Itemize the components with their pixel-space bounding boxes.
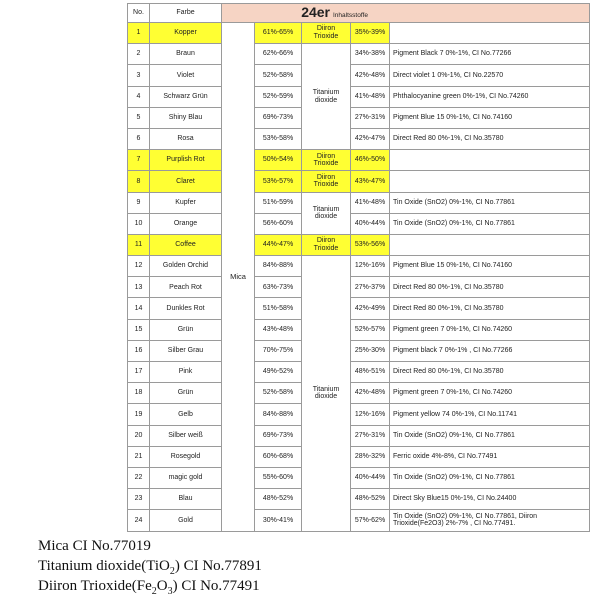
row-mica-pct: 53%-57% <box>255 171 302 192</box>
table-row <box>128 171 590 192</box>
row-mica-pct: 43%-48% <box>255 319 302 340</box>
table-row <box>128 489 590 510</box>
table-row <box>128 362 590 383</box>
titanium-dioxide-group: Titanium dioxide <box>302 44 351 150</box>
table-row <box>128 383 590 404</box>
row-no: 13 <box>128 277 150 298</box>
table-row <box>128 128 590 149</box>
row-farbe: Violet <box>150 65 222 86</box>
row-oxide-pct: 28%-32% <box>351 446 390 467</box>
row-oxide-pct: 41%-48% <box>351 192 390 213</box>
legend-diiron-sub2: 3 <box>167 586 173 597</box>
row-pigment: Pigment Blue 15 0%-1%, CI No.74160 <box>390 107 590 128</box>
row-oxide-pct: 57%-62% <box>351 510 390 531</box>
row-oxide-pct: 12%-16% <box>351 256 390 277</box>
row-no: 18 <box>128 383 150 404</box>
row-farbe: Golden Orchid <box>150 256 222 277</box>
table-row <box>128 467 590 488</box>
table-row <box>128 277 590 298</box>
row-oxide-pct: 48%-52% <box>351 489 390 510</box>
titanium-dioxide-group: Titanium dioxide <box>302 192 351 234</box>
row-farbe: Orange <box>150 213 222 234</box>
row-farbe: Gelb <box>150 404 222 425</box>
row-farbe: Grün <box>150 319 222 340</box>
row-farbe: Schwarz Grün <box>150 86 222 107</box>
table-row <box>128 107 590 128</box>
row-pigment: Direct Red 80 0%-1%, CI No.35780 <box>390 277 590 298</box>
legend-titanium-tail: ) CI No.77891 <box>174 558 262 574</box>
row-no: 23 <box>128 489 150 510</box>
legend-mica-text: Mica CI No.77019 <box>38 538 151 554</box>
row-oxide-pct: 40%-44% <box>351 467 390 488</box>
row-no: 8 <box>128 171 150 192</box>
row-pigment: Direct Red 80 0%-1%, CI No.35780 <box>390 362 590 383</box>
row-pigment <box>390 150 590 171</box>
table-row <box>128 319 590 340</box>
row-no: 21 <box>128 446 150 467</box>
row-farbe: Shiny Blau <box>150 107 222 128</box>
row-farbe: Rosa <box>150 128 222 149</box>
row-farbe: Pink <box>150 362 222 383</box>
row-no: 7 <box>128 150 150 171</box>
table-row <box>128 340 590 361</box>
table-row <box>128 213 590 234</box>
row-oxide-pct: 43%-47% <box>351 171 390 192</box>
row-farbe: Gold <box>150 510 222 531</box>
row-oxide-pct: 27%-37% <box>351 277 390 298</box>
legend-diiron-sub1: 2 <box>151 586 157 597</box>
row-mica-pct: 84%-88% <box>255 404 302 425</box>
row-oxide-pct: 52%-57% <box>351 319 390 340</box>
table-row <box>128 510 590 531</box>
row-mica-pct: 52%-58% <box>255 383 302 404</box>
table-row <box>128 446 590 467</box>
row-pigment: Ferric oxide 4%-8%, CI No.77491 <box>390 446 590 467</box>
row-mica-pct: 52%-59% <box>255 86 302 107</box>
row-farbe: Silber Grau <box>150 340 222 361</box>
row-mica-pct: 69%-73% <box>255 425 302 446</box>
row-pigment: Tin Oxide (SnO2) 0%-1%, CI No.77861 <box>390 192 590 213</box>
row-no: 2 <box>128 44 150 65</box>
row-no: 4 <box>128 86 150 107</box>
row-mica-pct: 60%-68% <box>255 446 302 467</box>
table-row <box>128 44 590 65</box>
row-no: 24 <box>128 510 150 531</box>
row-farbe: Kupfer <box>150 192 222 213</box>
row-oxide-pct: 42%-48% <box>351 65 390 86</box>
table-row <box>128 234 590 255</box>
row-oxide: Diiron Trioxide <box>302 171 351 192</box>
legend-titanium-text: Titanium dioxide(TiO <box>38 558 170 574</box>
row-oxide-pct: 27%-31% <box>351 107 390 128</box>
row-mica-pct: 70%-75% <box>255 340 302 361</box>
row-no: 10 <box>128 213 150 234</box>
legend-diiron <box>38 578 260 597</box>
row-farbe: Silber weiß <box>150 425 222 446</box>
row-pigment: Phthalocyanine green 0%-1%, CI No.74260 <box>390 86 590 107</box>
row-oxide-pct: 34%-38% <box>351 44 390 65</box>
row-pigment: Pigment Black 7 0%-1%, CI No.77266 <box>390 44 590 65</box>
ingredients-table <box>127 3 590 532</box>
row-no: 3 <box>128 65 150 86</box>
row-pigment: Direct violet 1 0%-1%, CI No.22570 <box>390 65 590 86</box>
row-mica-pct: 44%-47% <box>255 234 302 255</box>
row-pigment: Tin Oxide (SnO2) 0%-1%, CI No.77861 <box>390 425 590 446</box>
row-oxide-pct: 42%-49% <box>351 298 390 319</box>
legend-titanium-sub: 2 <box>169 566 175 577</box>
table-row <box>128 192 590 213</box>
row-farbe: Rosegold <box>150 446 222 467</box>
row-no: 9 <box>128 192 150 213</box>
mica-cell: Mica <box>222 23 255 532</box>
row-oxide: Diiron Trioxide <box>302 234 351 255</box>
row-mica-pct: 50%-54% <box>255 150 302 171</box>
row-no: 5 <box>128 107 150 128</box>
row-pigment: Pigment black 7 0%-1% , CI No.77266 <box>390 340 590 361</box>
header-row <box>128 4 590 23</box>
row-mica-pct: 48%-52% <box>255 489 302 510</box>
row-pigment: Pigment yellow 74 0%-1%, CI No.11741 <box>390 404 590 425</box>
row-pigment: Pigment green 7 0%-1%, CI No.74260 <box>390 319 590 340</box>
row-pigment: Direct Sky Blue15 0%-1%, CI No.24400 <box>390 489 590 510</box>
row-oxide-pct: 41%-48% <box>351 86 390 107</box>
row-oxide-pct: 42%-48% <box>351 383 390 404</box>
row-oxide: Diiron Trioxide <box>302 23 351 44</box>
row-no: 14 <box>128 298 150 319</box>
row-oxide-pct: 25%-30% <box>351 340 390 361</box>
row-oxide: Diiron Trioxide <box>302 150 351 171</box>
row-pigment: Pigment Blue 15 0%-1%, CI No.74160 <box>390 256 590 277</box>
row-farbe: Purplish Rot <box>150 150 222 171</box>
row-pigment: Tin Oxide (SnO2) 0%-1%, CI No.77861 <box>390 467 590 488</box>
header-title-cell <box>222 4 590 23</box>
row-oxide-pct: 40%-44% <box>351 213 390 234</box>
row-pigment <box>390 23 590 44</box>
row-no: 22 <box>128 467 150 488</box>
row-pigment: Tin Oxide (SnO2) 0%-1%, CI No.77861, Diiron Trioxide(Fe2O3) 2%-7% , CI No.77491. <box>390 510 590 531</box>
row-mica-pct: 49%-52% <box>255 362 302 383</box>
row-pigment: Tin Oxide (SnO2) 0%-1%, CI No.77861 <box>390 213 590 234</box>
header-farbe: Farbe <box>150 4 222 23</box>
row-mica-pct: 30%-41% <box>255 510 302 531</box>
table-row <box>128 298 590 319</box>
row-farbe: Braun <box>150 44 222 65</box>
row-oxide-pct: 35%-39% <box>351 23 390 44</box>
legend-titanium <box>38 558 262 577</box>
table-row <box>128 65 590 86</box>
row-farbe: magic gold <box>150 467 222 488</box>
table-row <box>128 425 590 446</box>
row-farbe: Dunkles Rot <box>150 298 222 319</box>
row-farbe: Kopper <box>150 23 222 44</box>
header-subtitle: Inhaltsstoffe <box>333 12 368 20</box>
legend-diiron-tail: ) CI No.77491 <box>172 578 260 594</box>
row-oxide-pct: 27%-31% <box>351 425 390 446</box>
table-row <box>128 23 590 44</box>
table-row <box>128 256 590 277</box>
row-mica-pct: 53%-58% <box>255 128 302 149</box>
row-farbe: Peach Rot <box>150 277 222 298</box>
header-no: No. <box>128 4 150 23</box>
row-mica-pct: 51%-59% <box>255 192 302 213</box>
row-mica-pct: 61%-65% <box>255 23 302 44</box>
row-mica-pct: 63%-73% <box>255 277 302 298</box>
table-row <box>128 150 590 171</box>
row-no: 19 <box>128 404 150 425</box>
row-no: 16 <box>128 340 150 361</box>
row-no: 20 <box>128 425 150 446</box>
row-no: 12 <box>128 256 150 277</box>
row-oxide-pct: 48%-51% <box>351 362 390 383</box>
row-mica-pct: 62%-66% <box>255 44 302 65</box>
row-oxide-pct: 53%-56% <box>351 234 390 255</box>
row-pigment: Pigment green 7 0%-1%, CI No.74260 <box>390 383 590 404</box>
legend-diiron-text: Diiron Trioxide(Fe <box>38 578 152 594</box>
row-mica-pct: 52%-58% <box>255 65 302 86</box>
row-farbe: Blau <box>150 489 222 510</box>
row-farbe: Grün <box>150 383 222 404</box>
row-mica-pct: 84%-88% <box>255 256 302 277</box>
row-oxide-pct: 42%-47% <box>351 128 390 149</box>
row-pigment: Direct Red 80 0%-1%, CI No.35780 <box>390 298 590 319</box>
row-no: 17 <box>128 362 150 383</box>
row-pigment <box>390 234 590 255</box>
legend-mica <box>38 538 151 555</box>
row-no: 1 <box>128 23 150 44</box>
row-pigment: Direct Red 80 0%-1%, CI No.35780 <box>390 128 590 149</box>
row-mica-pct: 56%-60% <box>255 213 302 234</box>
row-mica-pct: 55%-60% <box>255 467 302 488</box>
row-farbe: Claret <box>150 171 222 192</box>
row-pigment <box>390 171 590 192</box>
row-no: 15 <box>128 319 150 340</box>
header-title: 24er <box>301 4 330 21</box>
table-row <box>128 404 590 425</box>
row-oxide-pct: 46%-50% <box>351 150 390 171</box>
row-no: 11 <box>128 234 150 255</box>
table-row <box>128 86 590 107</box>
row-farbe: Coffee <box>150 234 222 255</box>
row-oxide-pct: 12%-16% <box>351 404 390 425</box>
legend-diiron-mid: O <box>156 578 168 594</box>
row-no: 6 <box>128 128 150 149</box>
titanium-dioxide-group: Titanium dioxide <box>302 256 351 531</box>
row-mica-pct: 69%-73% <box>255 107 302 128</box>
row-mica-pct: 51%-58% <box>255 298 302 319</box>
